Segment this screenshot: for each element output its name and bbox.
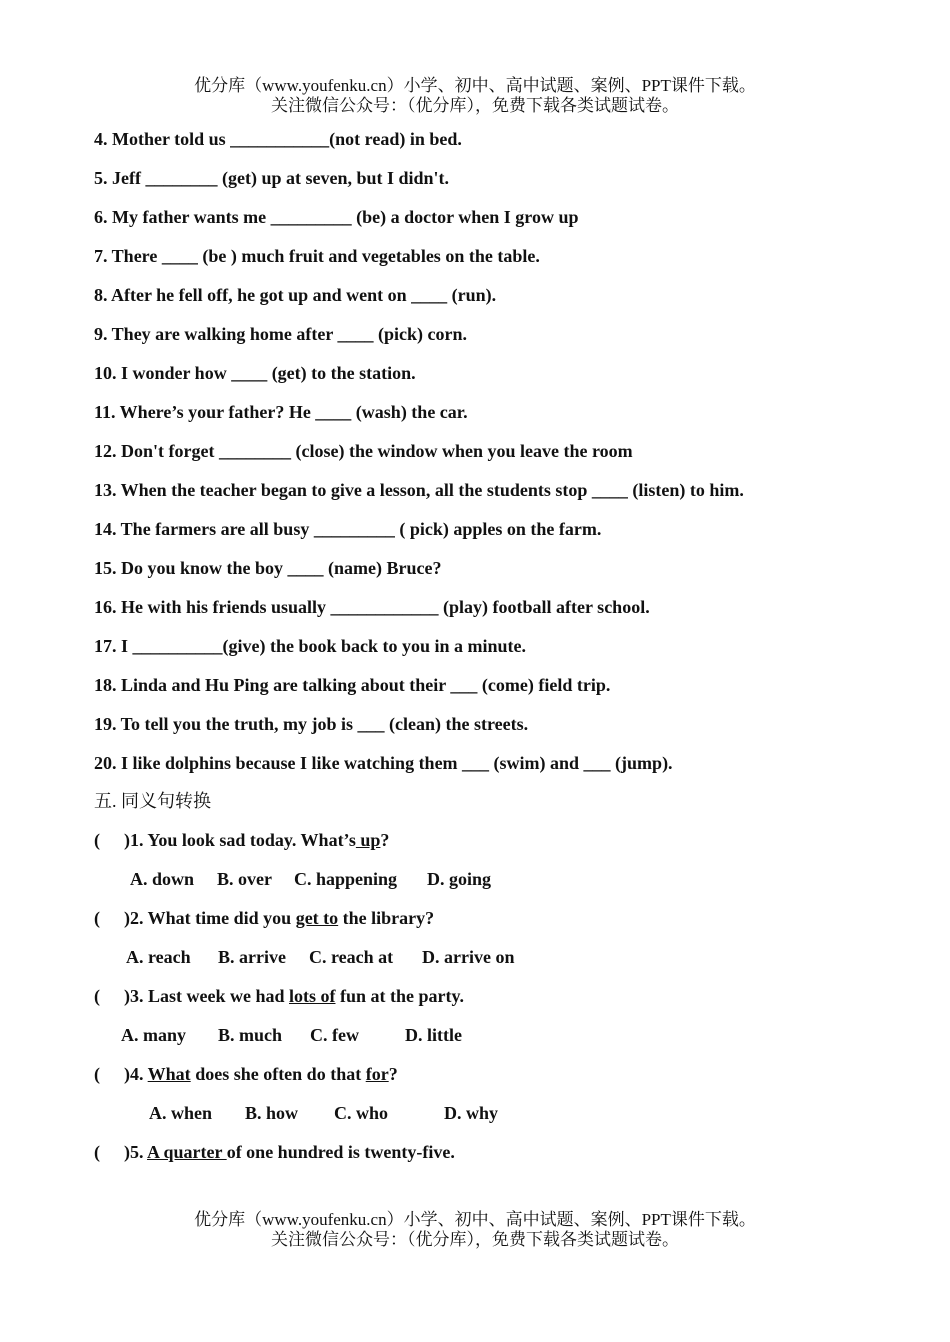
exercise-item-14: 14. The farmers are all busy _________ ( pick) apples on the farm. xyxy=(94,519,602,539)
footer-line-1: 优分库（www.youfenku.cn）小学、初中、高中试题、案例、PPT课件下载。 xyxy=(194,1210,756,1229)
section-title: 五. 同义句转换 xyxy=(94,791,211,811)
option-d: D. arrive on xyxy=(422,947,515,967)
option-b: B. arrive xyxy=(218,947,286,967)
exercise-item-16: 16. He with his friends usually ____________ (play) football after school. xyxy=(94,597,650,617)
header-line-1: 优分库（www.youfenku.cn）小学、初中、高中试题、案例、PPT课件下载。 xyxy=(194,76,756,95)
option-d: D. little xyxy=(405,1025,462,1045)
exercise-item-15: 15. Do you know the boy ____ (name) Bruce? xyxy=(94,558,442,578)
page-header xyxy=(0,76,950,116)
option-c: C. happening xyxy=(294,869,398,889)
exercise-item-4: 4. Mother told us ___________(not read) in bed. xyxy=(94,129,462,149)
underlined-phrase: lots of xyxy=(289,986,336,1006)
underlined-word: for xyxy=(365,1064,389,1084)
option-c: C. reach at xyxy=(309,947,394,967)
question-4: ( )4. What does she often do that for? xyxy=(94,1064,398,1084)
option-d: D. why xyxy=(444,1103,499,1123)
option-d: D. going xyxy=(427,869,492,889)
exercise-item-6: 6. My father wants me _________ (be) a doctor when I grow up xyxy=(94,207,579,227)
exercise-item-8: 8. After he fell off, he got up and went on ____ (run). xyxy=(94,285,497,305)
exercise-item-10: 10. I wonder how ____ (get) to the station. xyxy=(94,363,416,383)
question-2: ( )2. What time did you get to the library? xyxy=(94,908,435,928)
exercise-item-17: 17. I __________(give) the book back to you in a minute. xyxy=(94,636,527,656)
option-c: C. few xyxy=(310,1025,359,1045)
exercise-item-13: 13. When the teacher began to give a lesson, all the students stop ____ (listen) to him. xyxy=(94,480,744,500)
exercise-item-5: 5. Jeff ________ (get) up at seven, but I didn't. xyxy=(94,168,450,188)
exercise-item-9: 9. They are walking home after ____ (pick) corn. xyxy=(94,324,467,344)
question-1: ( )1. You look sad today. What’s up? xyxy=(94,830,390,850)
exercise-item-19: 19. To tell you the truth, my job is ___ (clean) the streets. xyxy=(94,714,529,734)
footer-line-2: 关注微信公众号：（优分库），免费下载各类试题试卷。 xyxy=(271,1230,679,1249)
exercise-item-18: 18. Linda and Hu Ping are talking about their ___ (come) field trip. xyxy=(94,675,611,695)
option-b: B. how xyxy=(245,1103,299,1123)
option-c: C. who xyxy=(334,1103,389,1123)
exercise-item-12: 12. Don't forget ________ (close) the window when you leave the room xyxy=(94,441,633,461)
exercise-item-7: 7. There ____ (be ) much fruit and vegetables on the table. xyxy=(94,246,540,266)
option-b: B. over xyxy=(217,869,272,889)
header-line-2: 关注微信公众号：（优分库），免费下载各类试题试卷。 xyxy=(271,96,679,115)
page-footer xyxy=(0,1210,950,1250)
question-5: ( )5. A quarter of one hundred is twenty-five. xyxy=(94,1142,455,1162)
option-a: A. reach xyxy=(126,947,191,967)
option-a: A. down xyxy=(130,869,195,889)
exercise-item-11: 11. Where’s your father? He ____ (wash) the car. xyxy=(94,402,468,422)
underlined-word: What xyxy=(147,1064,191,1084)
option-a: A. many xyxy=(121,1025,187,1045)
question-3: ( )3. Last week we had lots of fun at the party. xyxy=(94,986,465,1006)
option-a: A. when xyxy=(149,1103,213,1123)
underlined-phrase: get to xyxy=(295,908,339,928)
exercise-item-20: 20. I like dolphins because I like watching them ___ (swim) and ___ (jump). xyxy=(94,753,673,773)
option-b: B. much xyxy=(218,1025,283,1045)
underlined-phrase: up xyxy=(355,830,381,850)
underlined-phrase: A quarter xyxy=(147,1142,227,1162)
